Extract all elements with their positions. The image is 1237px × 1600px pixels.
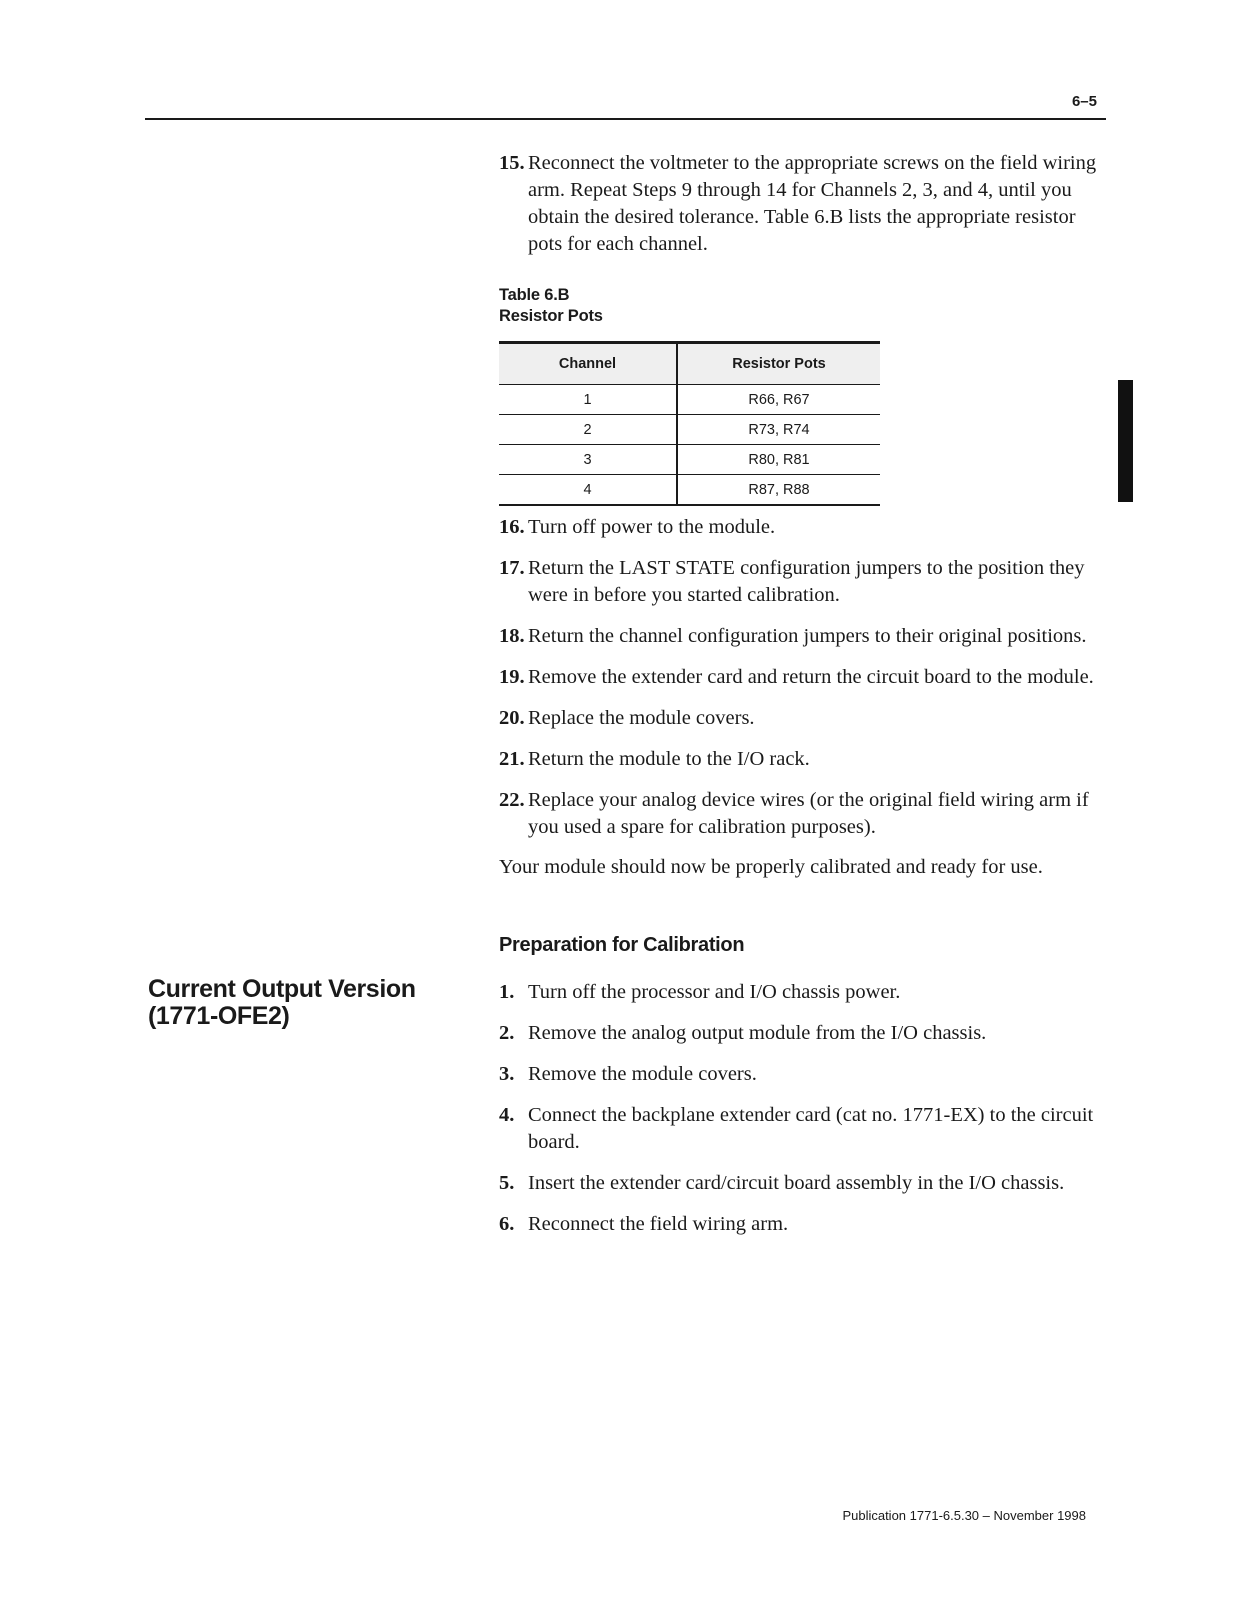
step-number: 5. (499, 1172, 515, 1194)
step-20 (499, 705, 1109, 732)
step-18 (499, 623, 1109, 650)
resistor-pots-table (499, 341, 880, 506)
step-text: Reconnect the field wiring arm. (528, 1213, 789, 1235)
table-caption-title: Resistor Pots (499, 307, 603, 325)
step-text: Remove the extender card and return the circuit board to the module. (528, 666, 1094, 688)
step-21 (499, 746, 1109, 773)
table-cell-resistor-pots: R80, R81 (677, 445, 880, 475)
prep-step-5 (499, 1170, 1109, 1197)
table-header-row (499, 343, 880, 385)
step-number: 21. (499, 748, 525, 770)
publication-footer: Publication 1771-6.5.30 – November 1998 (842, 1508, 1086, 1523)
step-text: Remove the module covers. (528, 1063, 757, 1085)
step-16 (499, 514, 1109, 541)
section-heading-line1: Current Output Version (148, 975, 416, 1003)
table-row (499, 385, 880, 415)
table-row (499, 475, 880, 506)
prep-step-1 (499, 979, 1109, 1006)
step-17 (499, 555, 1109, 609)
table-cell-channel: 1 (499, 385, 677, 415)
step-number: 19. (499, 666, 525, 688)
step-text: Return the LAST STATE configuration jumpers to the position they were in before you started calibration. (528, 557, 1085, 606)
page-number: 6–5 (1071, 93, 1097, 110)
table-cell-channel: 4 (499, 475, 677, 506)
step-text: Return the channel configuration jumpers to their original positions. (528, 625, 1087, 647)
section-heading (148, 976, 448, 1030)
table-cell-resistor-pots: R73, R74 (677, 415, 880, 445)
table-cell-resistor-pots: R87, R88 (677, 475, 880, 506)
subsection-heading: Preparation for Calibration (499, 934, 745, 956)
table-row (499, 445, 880, 475)
step-text: Insert the extender card/circuit board assembly in the I/O chassis. (528, 1172, 1065, 1194)
step-number: 20. (499, 707, 525, 729)
step-22 (499, 787, 1109, 841)
step-19 (499, 664, 1109, 691)
table-cell-channel: 3 (499, 445, 677, 475)
step-text: Connect the backplane extender card (cat no. 1771-EX) to the circuit board. (528, 1104, 1094, 1153)
table-row (499, 415, 880, 445)
step-number: 15. (499, 152, 525, 174)
prep-step-6 (499, 1211, 1109, 1238)
step-text: Replace the module covers. (528, 707, 755, 729)
step-text: Turn off the processor and I/O chassis power. (528, 981, 901, 1003)
prep-step-2 (499, 1020, 1109, 1047)
step-text: Reconnect the voltmeter to the appropriate screws on the field wiring arm. Repeat Steps 9 through 14 for Channels 2, 3, and 4, until you obtain the desired tolerance. Table 6.B lists the appropriate resistor pots for each channel. (528, 152, 1097, 255)
step-number: 17. (499, 557, 525, 579)
step-text: Return the module to the I/O rack. (528, 748, 810, 770)
table-cell-channel: 2 (499, 415, 677, 445)
table-cell-resistor-pots: R66, R67 (677, 385, 880, 415)
column-header-resistor-pots: Resistor Pots (677, 343, 880, 385)
step-text: Turn off power to the module. (528, 516, 776, 538)
step-number: 18. (499, 625, 525, 647)
closing-paragraph: Your module should now be properly calibrated and ready for use. (499, 856, 1043, 878)
step-number: 22. (499, 789, 525, 811)
step-15 (499, 150, 1109, 258)
step-text: Replace your analog device wires (or the original field wiring arm if you used a spare for calibration purposes). (528, 789, 1089, 838)
step-number: 3. (499, 1063, 515, 1085)
chapter-thumb-tab (1118, 380, 1133, 502)
column-header-channel: Channel (499, 343, 677, 385)
step-number: 6. (499, 1213, 515, 1235)
step-number: 2. (499, 1022, 515, 1044)
step-number: 4. (499, 1104, 515, 1126)
step-number: 16. (499, 516, 525, 538)
step-text: Remove the analog output module from the I/O chassis. (528, 1022, 987, 1044)
prep-step-4 (499, 1102, 1109, 1156)
table-caption-number: Table 6.B (499, 286, 570, 304)
step-number: 1. (499, 981, 515, 1003)
prep-step-3 (499, 1061, 1109, 1088)
main-column (499, 150, 1109, 1238)
section-heading-line2: (1771-OFE2) (148, 1002, 290, 1030)
header-rule (145, 118, 1106, 120)
